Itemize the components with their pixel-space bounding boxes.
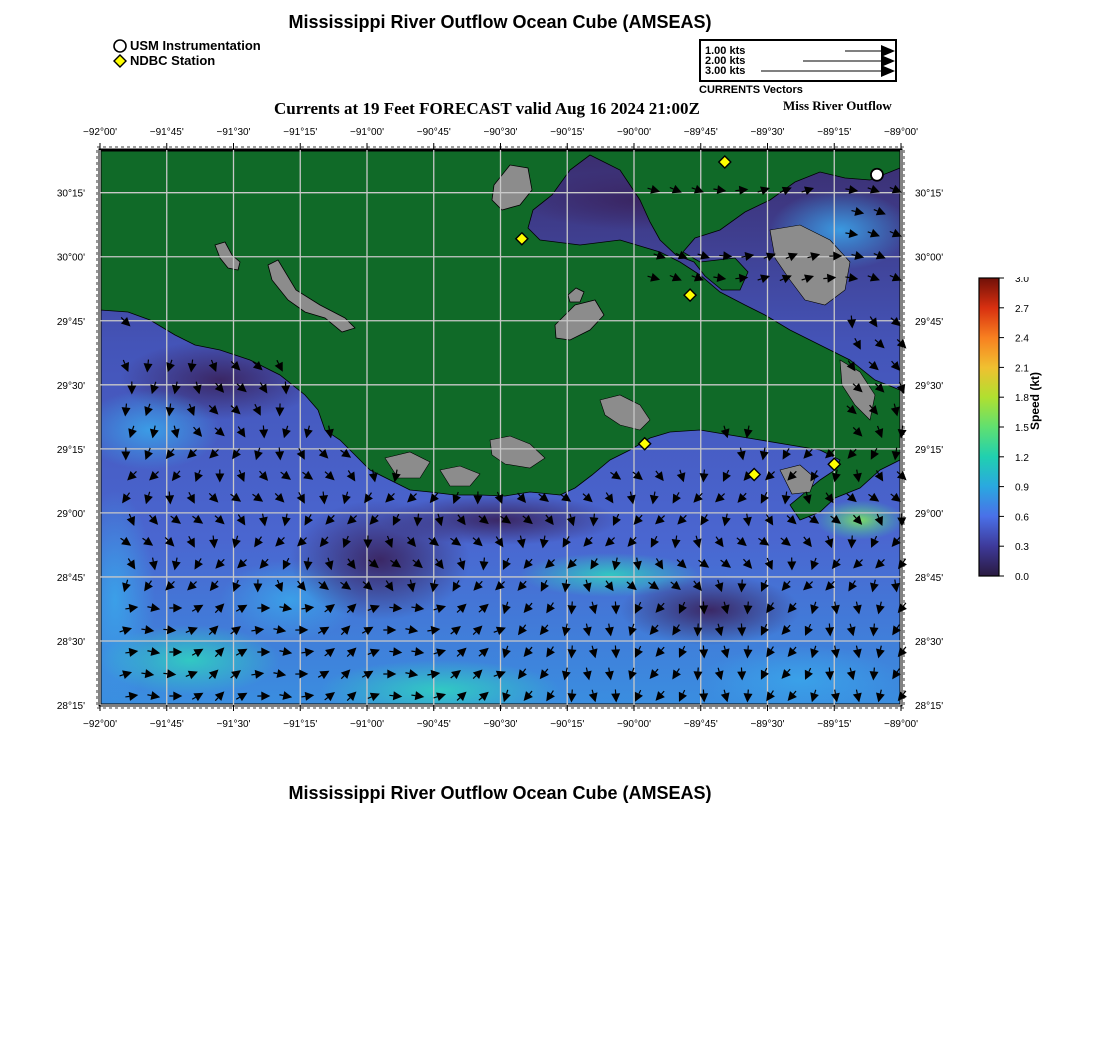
lat-tick-label: 29°45'	[56, 316, 85, 328]
lon-tick-label: −89°00'	[884, 127, 918, 138]
lat-tick-label: 28°15'	[915, 701, 944, 712]
lon-tick-label: −89°45'	[683, 127, 718, 138]
lon-tick-label: −89°30'	[750, 127, 785, 138]
page-title: Mississippi River Outflow Ocean Cube (AMSEAS)	[288, 12, 712, 32]
lon-tick-label: −89°00'	[884, 719, 918, 730]
legend-ndbc-label: NDBC Station	[130, 53, 216, 68]
lon-tick-label: −92°00'	[83, 127, 117, 138]
lon-tick-label: −91°30'	[216, 719, 251, 730]
lon-tick-label: −90°30'	[483, 127, 518, 138]
colorbar-tick-label: 3.0	[1015, 277, 1029, 285]
lon-tick-label: −90°00'	[617, 719, 651, 730]
usm-station-icon	[871, 169, 883, 181]
colorbar-tick-label: 1.8	[1015, 393, 1029, 405]
colorbar-tick-label: 2.7	[1015, 303, 1029, 315]
colorbar-tick-label: 2.1	[1015, 363, 1029, 375]
lat-tick-label: 28°15'	[56, 701, 85, 712]
colorbar	[978, 277, 1048, 592]
lon-tick-label: −89°45'	[683, 719, 718, 730]
lat-tick-label: 29°15'	[56, 444, 85, 456]
lat-tick-label: 28°30'	[56, 636, 85, 648]
region-label: Miss River Outflow	[783, 98, 892, 113]
lon-tick-label: −90°30'	[483, 719, 518, 730]
lat-tick-label: 30°00'	[56, 252, 85, 264]
colorbar-svg	[978, 277, 1048, 587]
lat-tick-label: 28°30'	[915, 636, 944, 648]
colorbar-tick-label: 0.9	[1015, 482, 1029, 494]
lon-tick-label: −89°30'	[750, 719, 785, 730]
map-subtitle: Currents at 19 Feet FORECAST valid Aug 16 2024 21:00Z	[274, 99, 700, 118]
lat-tick-label: 28°45'	[56, 572, 85, 584]
colorbar-tick-label: 1.2	[1015, 452, 1029, 464]
lon-ticks-bottom	[83, 705, 918, 730]
lat-tick-label: 30°15'	[915, 188, 944, 200]
lat-tick-label: 29°30'	[915, 380, 944, 392]
lon-tick-label: −90°00'	[617, 127, 651, 138]
lon-tick-label: −90°15'	[550, 719, 585, 730]
lon-tick-label: −89°15'	[817, 719, 852, 730]
colorbar-tick-label: 0.3	[1015, 542, 1029, 554]
colorbar-tick-label: 0.6	[1015, 512, 1029, 524]
lon-tick-label: −91°30'	[216, 127, 251, 138]
lon-tick-label: −90°15'	[550, 127, 585, 138]
lon-tick-label: −90°45'	[416, 719, 451, 730]
colorbar-label: Speed (kt)	[1028, 371, 1042, 430]
ref-vector-label-2: 2.00 kts	[705, 55, 746, 67]
ref-vector-label-3: 3.00 kts	[705, 65, 746, 77]
lon-tick-label: −91°00'	[350, 127, 384, 138]
lon-tick-label: −91°15'	[283, 719, 318, 730]
lat-tick-label: 29°15'	[915, 444, 944, 456]
colorbar-tick-label: 2.4	[1015, 333, 1029, 345]
lat-ticks-right	[915, 189, 943, 712]
lon-tick-label: −89°15'	[817, 127, 852, 138]
lon-tick-label: −91°45'	[149, 127, 184, 138]
lon-tick-label: −91°45'	[149, 719, 184, 730]
colorbar-tick-label: 0.0	[1015, 572, 1029, 583]
lat-tick-label: 28°45'	[915, 572, 944, 584]
lon-tick-label: −91°15'	[283, 127, 318, 138]
page-title-bottom: Mississippi River Outflow Ocean Cube (AMSEAS)	[288, 783, 712, 803]
lat-tick-label: 29°00'	[915, 508, 944, 520]
lat-tick-label: 29°45'	[915, 316, 944, 328]
lon-ticks-top	[83, 127, 918, 149]
lat-ticks-left	[57, 189, 85, 712]
lon-tick-label: −90°45'	[416, 127, 451, 138]
ref-vector-label-1: 1.00 kts	[705, 45, 746, 57]
lat-tick-label: 29°30'	[56, 380, 85, 392]
reference-vector-caption: CURRENTS Vectors	[699, 84, 803, 96]
legend-usm-label: USM Instrumentation	[130, 38, 261, 53]
lat-tick-label: 30°15'	[56, 188, 85, 200]
colorbar-tick-label: 1.5	[1015, 423, 1029, 434]
lon-tick-label: −91°00'	[350, 719, 384, 730]
lat-tick-label: 30°00'	[915, 252, 944, 264]
lat-tick-label: 29°00'	[56, 508, 85, 520]
colorbar-gradient	[979, 278, 999, 576]
lon-tick-label: −92°00'	[83, 719, 117, 730]
